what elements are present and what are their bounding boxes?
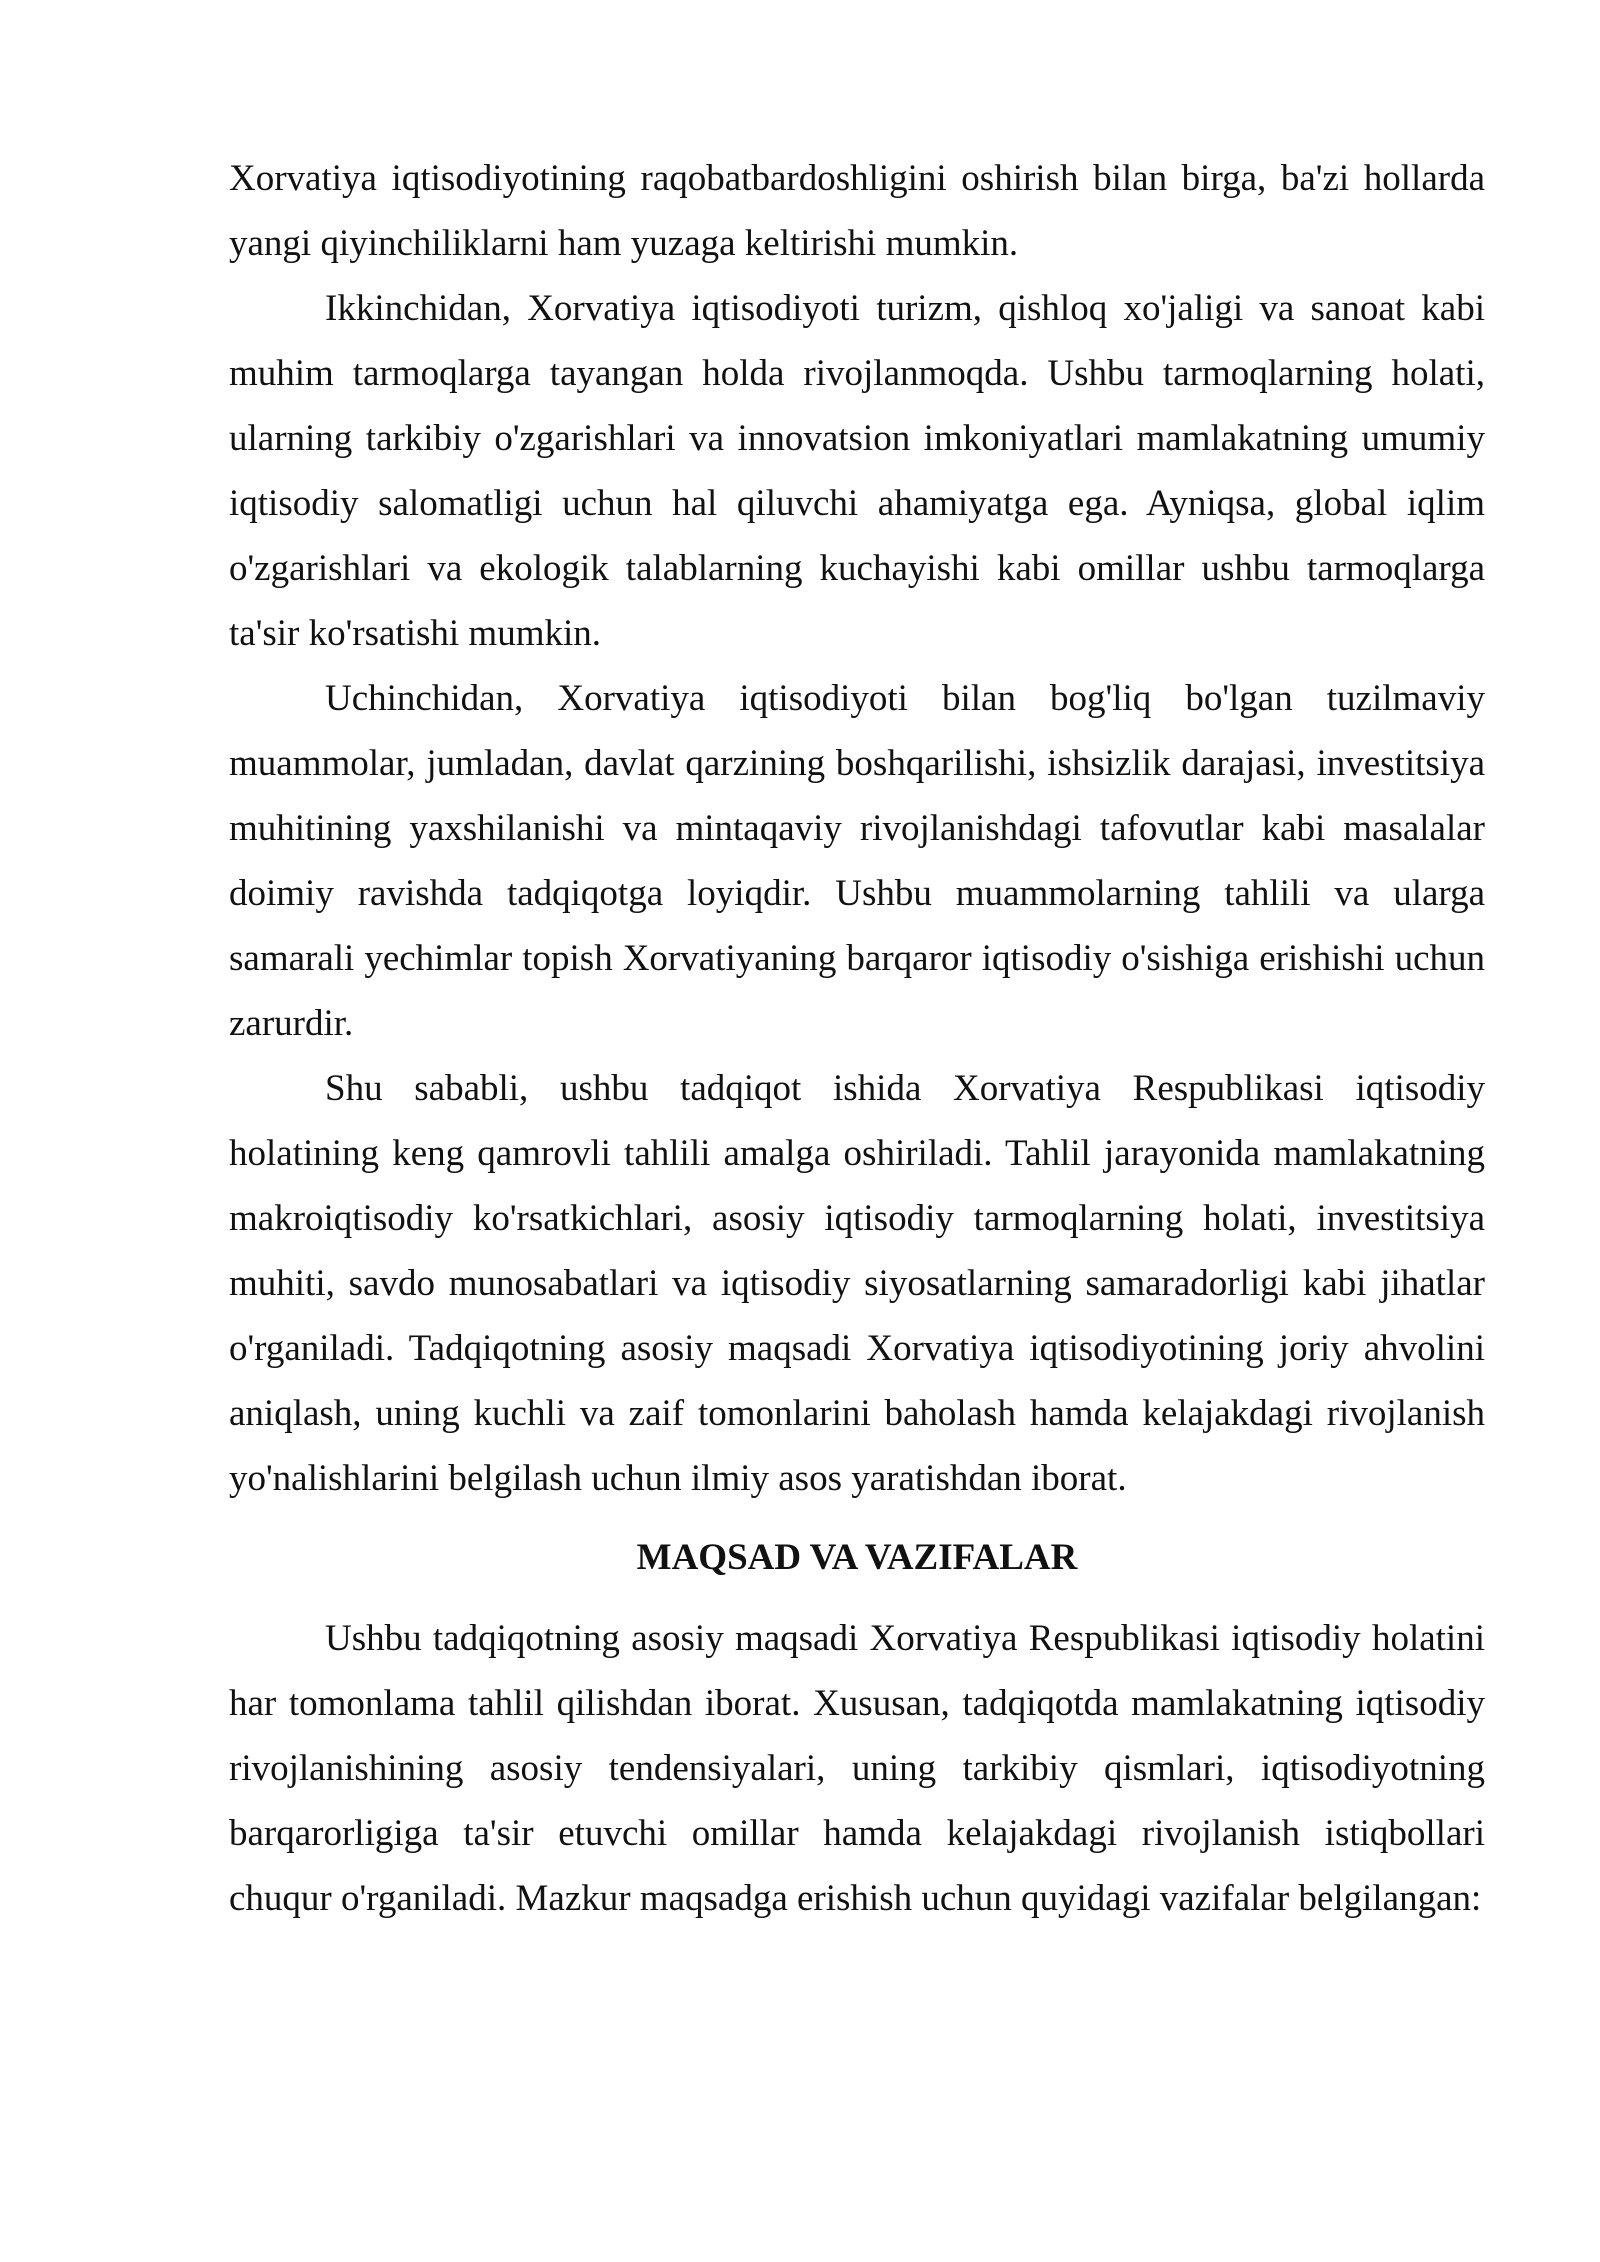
- section-heading: MAQSAD VA VAZIFALAR: [636, 1537, 1078, 1578]
- paragraph-uchinchidan: Uchinchidan, Xorvatiya iqtisodiyoti bilan bog'liq bo'lgan tuzilmaviy muammolar, jumladan, davlat qarzining boshqarilishi, ishsizlik darajasi, investitsiya muhitining yaxshilanishi va mintaqaviy rivojlanishdagi tafovutlar kabi masalalar doimiy ravishda tadqiqotga loyiqdir. Ushbu muammolarning tahlili va ularga samarali yechimlar topish Xorvatiyaning barqaror iqtisodiy o'sishiga erishishi uchun zarurdir.: [229, 678, 1485, 1044]
- paragraph-shu-sababli: Shu sababli, ushbu tadqiqot ishida Xorvatiya Respublikasi iqtisodiy holatining keng qamrovli tahlili amalga oshiriladi. Tahlil jarayonida mamlakatning makroiqtisodiy ko'rsatkichlari, asosiy iqtisodiy tarmoqlarning holati, investitsiya muhiti, savdo munosabatlari va iqtisodiy siyosatlarning samaradorligi kabi jihatlar o'rganiladi. Tadqiqotning asosiy maqsadi Xorvatiya iqtisodiyotining joriy ahvolini aniqlash, uning kuchli va zaif tomonlarini baholash hamda kelajakdagi rivojlanish yo'nalishlarini belgilash uchun ilmiy asos yaratishdan iborat.: [229, 1068, 1485, 1499]
- paragraph-continuation: Xorvatiya iqtisodiyotining raqobatbardoshligini oshirish bilan birga, ba'zi hollarda yangi qiyinchiliklarni ham yuzaga keltirishi mumkin.: [229, 158, 1485, 264]
- document-body: [229, 146, 1485, 1931]
- paragraph-maqsad: Ushbu tadqiqotning asosiy maqsadi Xorvatiya Respublikasi iqtisodiy holatini har tomonlama tahlil qilishdan iborat. Xususan, tadqiqotda mamlakatning iqtisodiy rivojlanishining asosiy tendensiyalari, uning tarkibiy qismlari, iqtisodiyotning barqarorligiga ta'sir etuvchi omillar hamda kelajakdagi rivojlanish istiqbollari chuqur o'rganiladi. Mazkur maqsadga erishish uchun quyidagi vazifalar belgilangan:: [229, 1618, 1485, 1919]
- paragraph-ikkinchidan: Ikkinchidan, Xorvatiya iqtisodiyoti turizm, qishloq xo'jaligi va sanoat kabi muhim tarmoqlarga tayangan holda rivojlanmoqda. Ushbu tarmoqlarning holati, ularning tarkibiy o'zgarishlari va innovatsion imkoniyatlari mamlakatning umumiy iqtisodiy salomatligi uchun hal qiluvchi ahamiyatga ega. Ayniqsa, global iqlim o'zgarishlari va ekologik talablarning kuchayishi kabi omillar ushbu tarmoqlarga ta'sir ko'rsatishi mumkin.: [229, 288, 1485, 654]
